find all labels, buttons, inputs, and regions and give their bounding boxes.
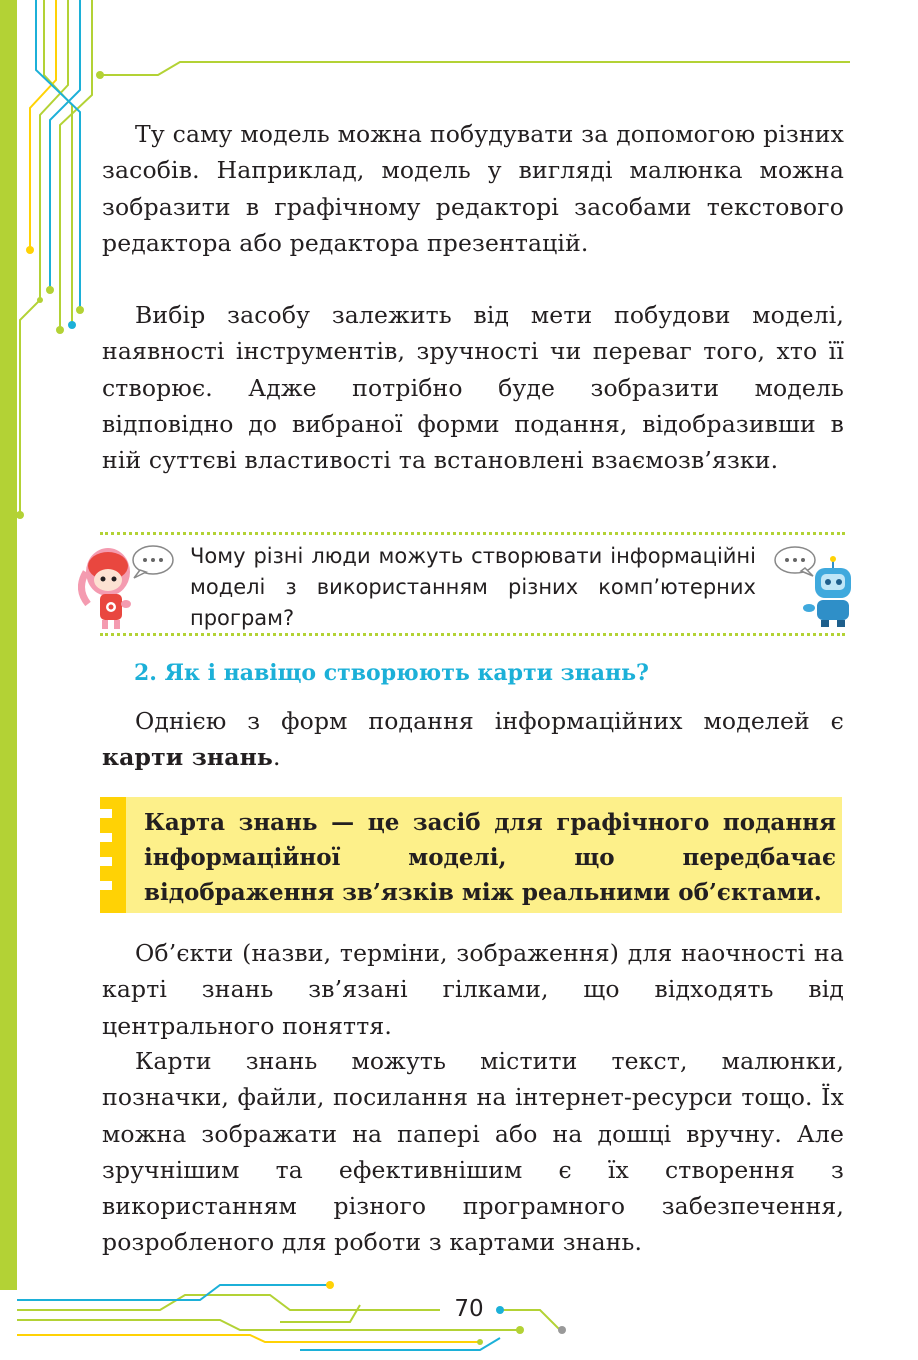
definition-box [100,797,842,913]
paragraph-4-text: Карти знань можуть містити текст, малюнки, позначки, файли, посилання на інтернет-ресурси тощо. Їх можна зображати на папері або на дошці вручну. Але зручнішим та ефективнішим є їх створення з використанням різного програмного забезпечення, розробленого для роботи з картами знань. [102,1047,844,1257]
paragraph-2 [102,297,844,478]
definition-notch [100,809,112,818]
section-intro [102,703,844,776]
question-top-divider [100,532,845,535]
definition-notch [100,857,112,866]
girl-robot-icon [78,544,178,630]
question-text: Чому різні люди можуть створювати інформаційні моделі з використанням різних комп’ютерних програм? [190,544,756,630]
definition-notch [100,833,112,842]
definition-notch [100,881,112,890]
blue-robot-icon [765,546,865,628]
paragraph-3-text: Об’єкти (назви, терміни, зображення) для наочності на карті знань зв’язані гілками, що відходять від центрального поняття. [102,939,844,1040]
section-intro-end: . [273,743,281,772]
page-number: 70 [454,1296,484,1322]
paragraph-1-text: Ту саму модель можна побудувати за допомогою різних засобів. Наприклад, модель у вигляді малюнка можна зобразити в графічному редакторі засобами текстового редактора або редактора презентацій. [102,120,844,257]
question-bottom-divider [100,633,845,636]
paragraph-4 [102,1043,844,1261]
section-heading: 2. Як і навіщо створюють карти знань? [134,660,649,686]
paragraph-2-text: Вибір засобу залежить від мети побудови моделі, наявності інструментів, зручності чи переваг того, хто її створює. Адже потрібно буде зобразити модель відповідно до вибраної форми подання, відобразивши в ній суттєві властивості та встановлені взаємозв’язки. [102,301,844,475]
paragraph-3 [102,935,844,1044]
definition-text: Карта знань — це засіб для графічного подання інформаційної моделі, що передбачає відображення зв’язків між реальними об’єктами. [144,809,836,906]
section-intro-text: Однією з форм подання інформаційних моделей є [135,707,844,735]
paragraph-1 [102,116,844,261]
section-intro-bold: карти знань [102,743,274,772]
